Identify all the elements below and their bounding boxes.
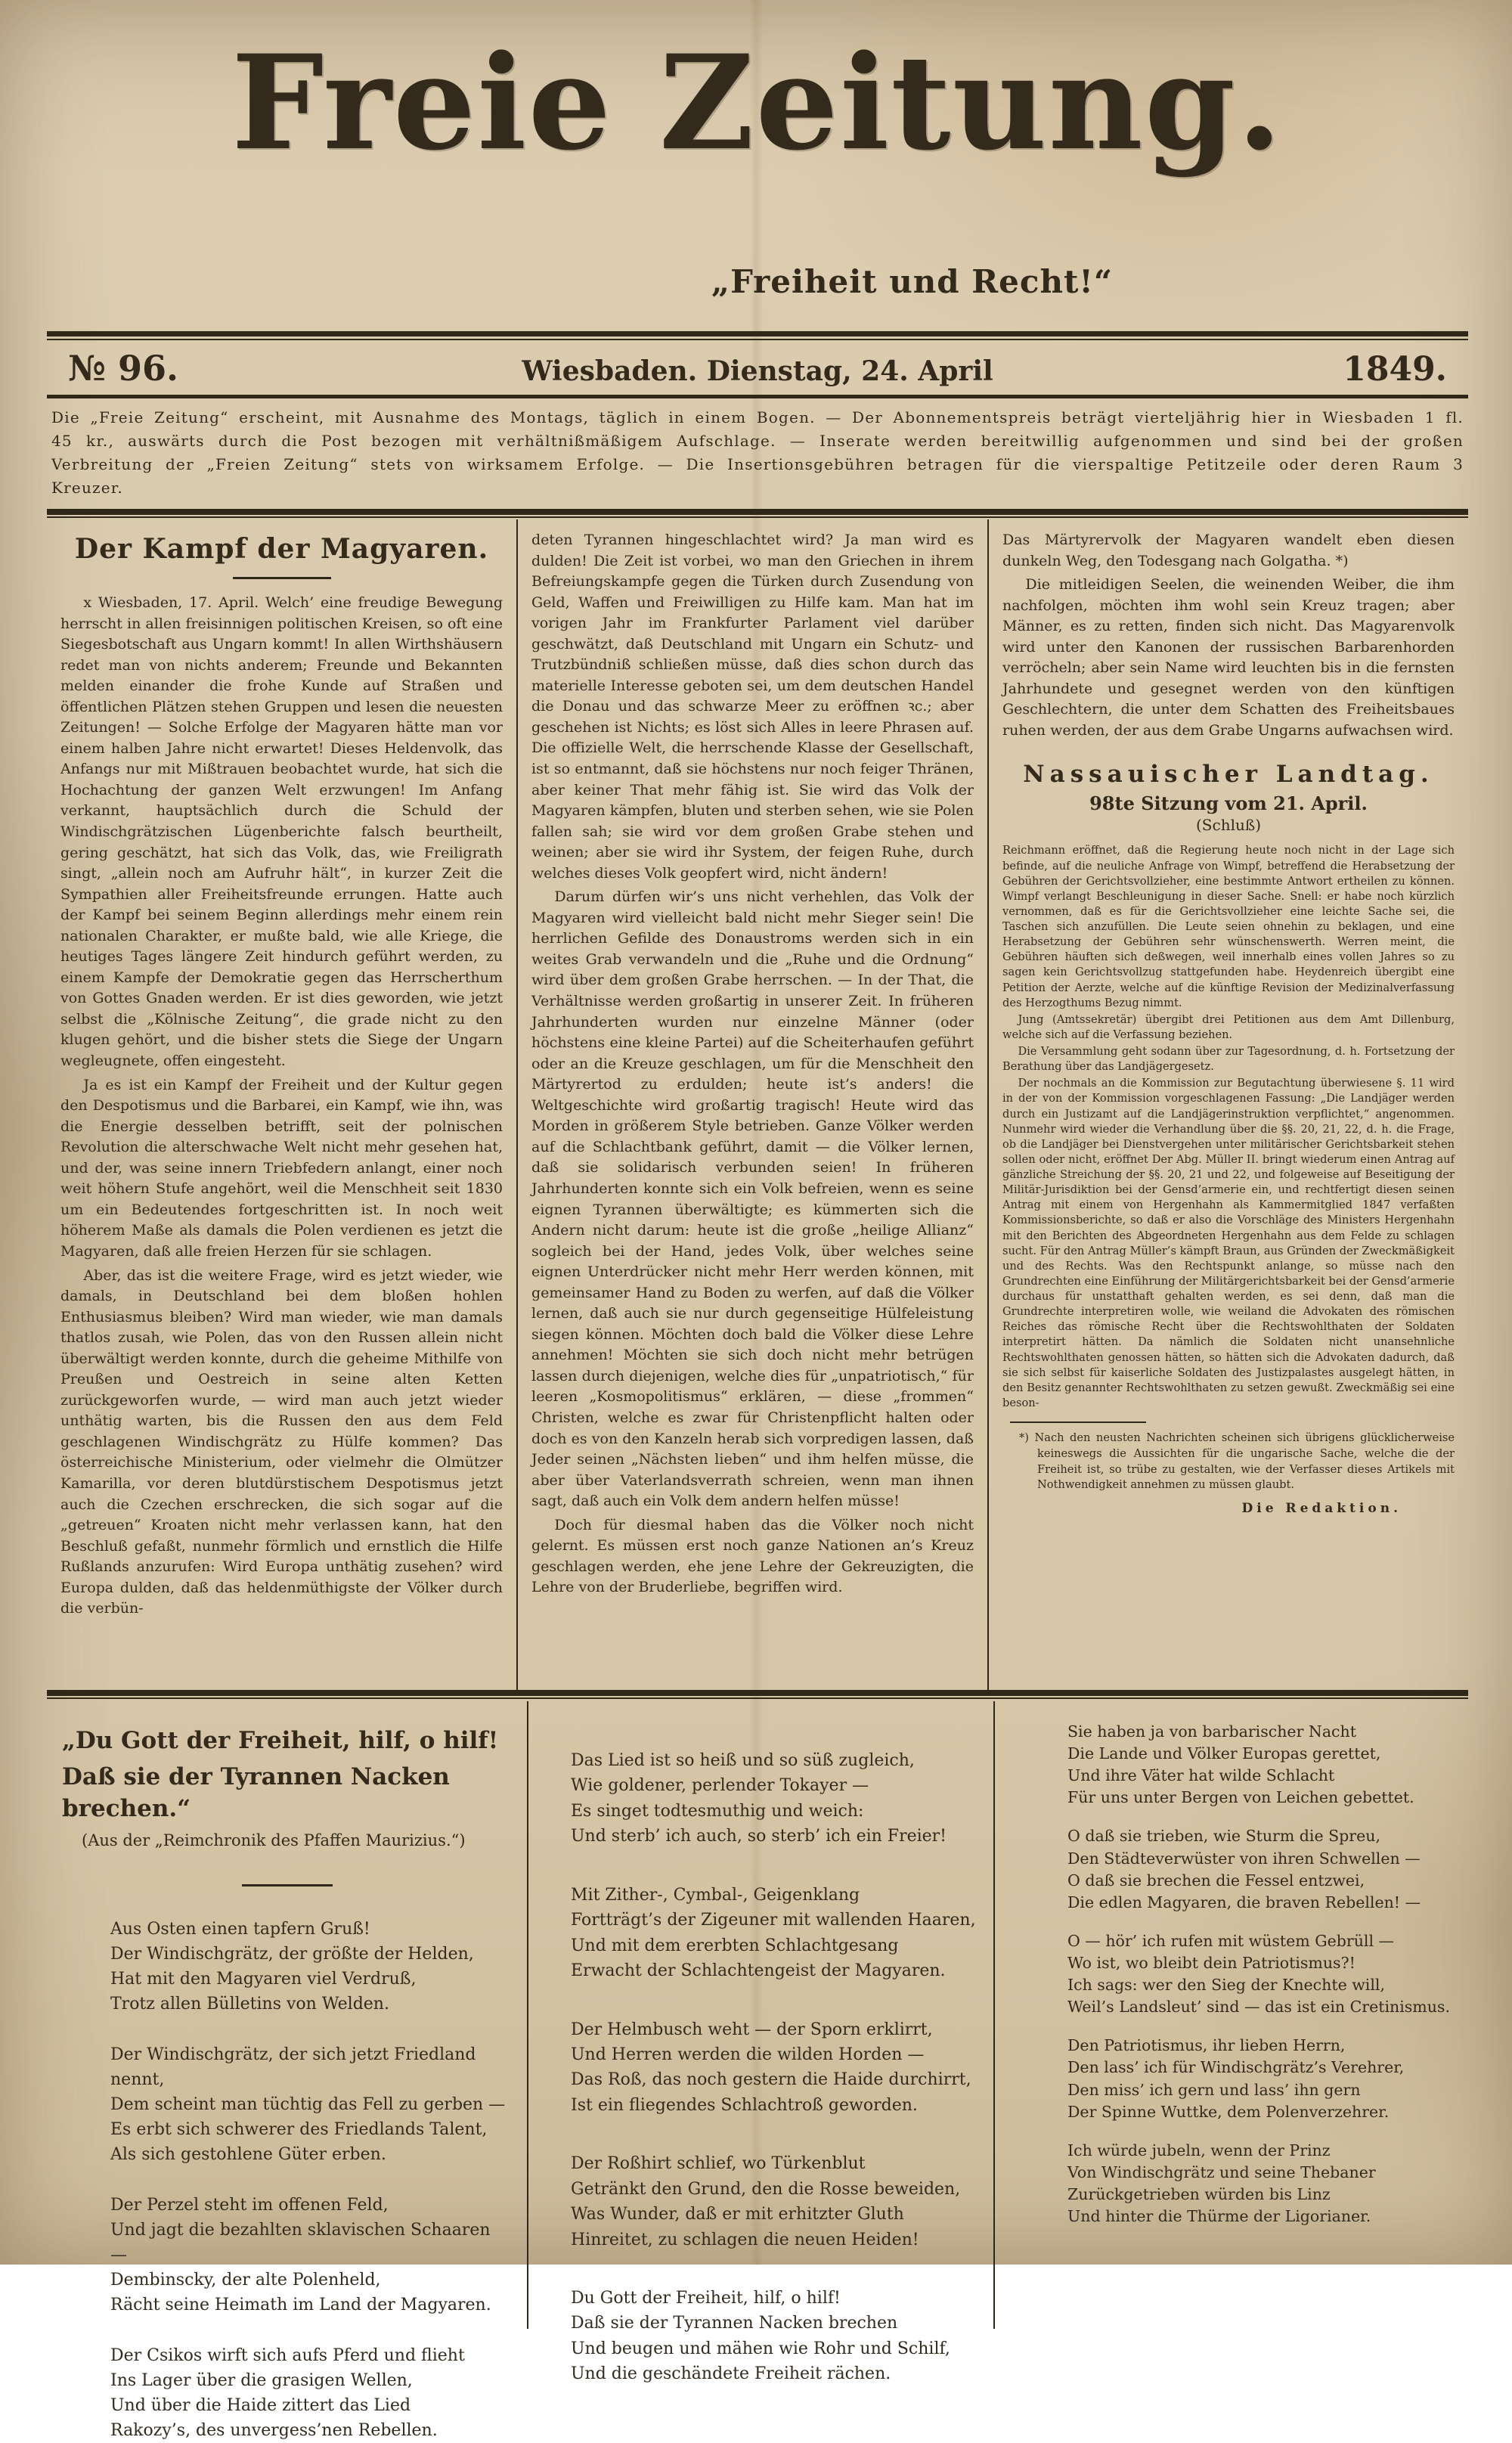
paragraph: Darum dürfen wir’s uns nicht verhehlen, das Volk der Magyaren wird vielleicht bald nicht mehr Sieger sein! Die herrlichen Gefilde des Donaustroms werden sich in ein weites Grab verwandeln und die „Ruhe und die Ordnung“ wird über dem großen Grabe herrschen. — In der That, die Verhältnisse werden großartig in unserer Zeit. In früheren Jahrhunderten wurden nur einzelne Männer (oder höchstens eine kleine Partei) auf die Scheiterhaufen geführt oder an die Kreuze geschlagen, um für die Menschheit den Märtyrertod zu erdulden; heute ist’s anders! die Weltgeschichte wird großartig tragisch! Heute wird das Morden in größerem Style betrieben. Ganze Völker werden auf die Schlachtbank geführt, damit — die Völker lernen, daß sie solidarisch verbunden seien! In früheren Jahrhunderten konnte sich ein Volk befreien, wenn es seine eignen Tyrannen überwältigte; es kümmerten sich die Andern nicht darum: heute ist die große „heilige Allianz“ sogleich bei der Hand, jedes Volk, über welches seine eignen Unterdrücker nicht mehr Herr werden können, mit gemeinsamer Hand zu Boden zu werfen, auf daß die Völker lernen, daß auch sie nur durch gegenseitige Hülfeleistung siegen können. Möchten doch bald die Völker diese Lehre annehmen! Möchten sie sich doch nicht mehr betrügen lassen durch diejenigen, welche dies für „unpatriotisch,“ für leeren „Kosmopolitismus“ erklären, — diese „frommen“ Christen, welche es zwar für Christenpflicht halten oder doch es von den Kanzeln herab sich vorpredigen lassen, daß Jeder seinen „Nächsten lieben“ und ihm helfen müsse, die aber über Vaterlandsverrath schreien, wenn man ihnen sagt, daß auch ein Volk dem andern helfen müsse! <box>531 888 974 1510</box>
poem-section <box>47 1701 1468 2440</box>
poem-column-2 <box>528 1701 995 2384</box>
paragraph: Ja es ist ein Kampf der Freiheit und der Kultur gegen den Despotismus und die Barbarei, ein Kampf, wie ihn, was die Energie desselben betrifft, seit der polnischen Revolution die alterschwache Welt nicht mehr gesehen hat, und der, was seine innern Triebfedern anlangt, einer noch weit höhern Stufe angehört, weil die Menschheit seit 1830 um ein Bedeutendes fortgeschritten ist. In noch weit höherem Maße als damals die Polen verdienen es jetzt die Magyaren, daß alle freien Herzen für sie schlagen. <box>60 1076 503 1260</box>
masthead <box>47 14 1468 331</box>
divider-rule-main-top <box>47 509 1468 518</box>
poem-line: Wie goldener, perlender Tokayer — <box>571 1776 869 1796</box>
poem-line: Sie haben ja von barbarischer Nacht <box>1067 1722 1356 1741</box>
issue-line <box>47 340 1468 395</box>
poem-line: O — hör’ ich rufen mit wüstem Gebrüll — <box>1067 1931 1395 1950</box>
poem-line: Der Csikos wirft sich aufs Pferd und flieht <box>110 2345 465 2365</box>
poem-line: Rächt seine Heimath im Land der Magyaren. <box>110 2295 491 2314</box>
poem-column-1-stanzas <box>62 1917 512 2443</box>
issue-year: 1849. <box>1343 350 1447 389</box>
paragraph: Jung (Amtssekretär) übergibt drei Petitionen aus dem Amt Dillenburg, welche sich auf die Verfassung beziehen. <box>1002 1012 1455 1041</box>
poem-line: O daß sie trieben, wie Sturm die Spreu, <box>1067 1827 1380 1846</box>
paragraph: Die Versammlung geht sodann über zur Tagesordnung, d. h. Fortsetzung der Berathung über das Landjägergesetz. <box>1002 1045 1455 1074</box>
paragraph: deten Tyrannen hingeschlachtet wird? Ja man wird es dulden! Die Zeit ist vorbei, wo man den Griechen in ihrem Befreiungskampfe gegen die Türken durch Zusendung von Geld, Waffen und Freiwilligen zu Hilfe kam. Man hat im vorigen Jahr im Frankfurter Parlament viel darüber geschwätzt, daß Deutschland mit Ungarn ein Schutz- und Trutzbündniß schließen müsse, daß dies schon durch das materielle Interesse geboten sei, um dem deutschen Handel die Donau und das schwarze Meer zu eröffnen ꝛc.; aber geschehen ist Nichts; es löst sich Alles in leere Phrasen auf. Die offizielle Welt, die herrschende Klasse der Gesellschaft, ist so entmannt, daß sie höchstens nur noch feiger Thränen, aber keiner That mehr fähig ist. Sie wird das Volk der Magyaren kämpfen, bluten und sterben sehen, wie sie Polen fallen sah; sie wird vor dem großen Grabe stehen und weinen; aber sie wird ihr System, der feigen Ruhe, durch welches dieses Volk geopfert wird, nicht ändern! <box>531 532 974 882</box>
poem-line: Und beugen und mähen wie Rohr und Schilf, <box>571 2339 950 2358</box>
poem-heading-line2: Daß sie der Tyrannen Nacken brechen.“ <box>62 1762 450 1822</box>
poem-line: Ist ein fliegendes Schlachtroß geworden. <box>571 2095 918 2115</box>
poem-line: Es erbt sich schwerer des Friedlands Talent, <box>110 2119 488 2139</box>
poem-line: Den Patriotismus, ihr lieben Herrn, <box>1067 2036 1346 2055</box>
poem-line: Den miss’ ich gern und lass’ ihn gern <box>1067 2080 1361 2099</box>
poem-line: Du Gott der Freiheit, hilf, o hilf! <box>571 2289 841 2308</box>
poem-line: Und über die Haide zittert das Lied <box>110 2395 411 2415</box>
poem-line: Rakozy’s, des unvergess’nen Rebellen. <box>110 2420 438 2440</box>
poem-stanza <box>62 2343 512 2443</box>
poem-stanza <box>544 2151 978 2252</box>
paragraph: Reichmann eröffnet, daß die Regierung heute noch nicht in der Lage sich befinde, auf die neuliche Anfrage von Wimpf, betreffend die Herabsetzung der Gebühren der Gerichtsvollzieher, eine bestimmte Antwort ertheilen zu können. Wimpf verlangt Beschleunigung in dieser Sache. Snell: er habe noch kürzlich vernommen, daß es für die Gerichtsvollzieher eine leichte Sache sei, die Taschen sich anzufüllen. Die Leute seien ohnehin zu beklagen, und eine Herabsetzung der Gebühren sehr wünschenswerth. Werren meint, die Gebühren häuften sich deßwegen, weil innerhalb eines vollen Jahres so zu sagen kein Gerichtsvollzug stattgefunden habe. Heydenreich übergibt eine Petition der Aerzte, welche auf die künftige Revision der Medizinalverfassung des Herzogthums Bezug nimmt. <box>1002 844 1455 1009</box>
poem-column-1 <box>47 1701 528 2440</box>
footnote-text: *) Nach den neusten Nachrichten scheinen sich übrigens glücklicherweise keineswegs die Aussichten für die ungarische Sache, welche die der Freiheit ist, so trübe zu gestalten, wie der Verfasser dieses Artikels mit Nothwendigkeit annehmen zu müssen glaubt. <box>1019 1431 1455 1492</box>
paragraph: Die mitleidigen Seelen, die weinenden Weiber, die ihm nachfolgen, möchten ihm wohl sein Kreuz tragen; aber Männer, es zu retten, finden sich nicht. Das Magyarenvolk wird unter den Kanonen der russischen Barbarenhorden verröcheln; aber sein Name wird leuchten bis in die fernsten Jahrhundete und gesegnet werden von den künftigen Geschlechtern, die unter dem Schatten des Freiheitsbaues ruhen werden, der aus dem Grabe Ungarns aufwachsen wird. <box>1002 576 1455 739</box>
poem-column-3-stanzas <box>1067 1721 1453 2228</box>
poem-stanza <box>544 1748 978 1849</box>
poem-stanza <box>1067 1825 1453 1913</box>
poem-line: Und sterb’ ich auch, so sterb’ ich ein Freier! <box>571 1827 947 1846</box>
poem-line: Ich sags: wer den Sieg der Knechte will, <box>1067 1976 1385 1995</box>
poem-line: Zurückgetrieben würden bis Linz <box>1067 2184 1331 2203</box>
footnote-rule <box>1010 1421 1146 1423</box>
poem-line: Und ihre Väter hat wilde Schlacht <box>1067 1766 1335 1785</box>
issue-number: № 96. <box>68 348 179 389</box>
poem-line: Mit Zither-, Cymbal-, Geigenklang <box>571 1885 860 1905</box>
article-column-1-text <box>60 593 503 1620</box>
poem-line: Der Roßhirt schlief, wo Türkenblut <box>571 2154 866 2174</box>
poem-line: Als sich gestohlene Güter erben. <box>110 2144 386 2164</box>
landtag-title: Nassauischer Landtag. <box>1023 761 1434 789</box>
poem-line: Hinreitet, zu schlagen die neuen Heiden! <box>571 2230 919 2249</box>
landtag-body <box>1002 843 1455 1411</box>
poem-line: Der Perzel steht im offenen Feld, <box>110 2195 389 2215</box>
poem-column-2-stanzas <box>544 1748 978 2387</box>
poem-stanza <box>1067 1721 1453 1809</box>
paragraph: Doch für diesmal haben das die Völker noch nicht gelernt. Es müssen erst noch ganze Nationen an’s Kreuz geschlagen werden, ehe jene Lehre der Gekreuzigten, die Lehre von der Bruderliebe, begriffen wird. <box>531 1516 974 1596</box>
poem-line: Der Windischgrätz, der größte der Helden, <box>110 1944 474 1964</box>
landtag-subtitle: 98te Sitzung vom 21. April. <box>1089 792 1368 815</box>
poem-line: Den lass’ ich für Windischgrätz’s Verehrer, <box>1067 2058 1405 2077</box>
poem-line: Weil’s Landsleut’ sind — das ist ein Cretinismus. <box>1067 1998 1450 2017</box>
poem-stanza <box>1067 2035 1453 2122</box>
article-column-2-text <box>531 530 974 1598</box>
poem-line: Hat mit den Magyaren viel Verdruß, <box>110 1969 417 1989</box>
paragraph: Aber, das ist die weitere Frage, wird es jetzt wieder, wie damals, in Deutschland bei dem bloßen hohlen Enthusiasmus bleiben? Wird man wieder, wie man damals thatlos zusah, wie Polen, das von den Russen allein nicht überwältigt werden konnte, durch die geheime Mithilfe von Preußen und Oestreich in seine alten Ketten zurückgeworfen wurde, — wird man auch jetzt wieder unthätig warten, bis die Russen den aus dem Feld geschlagenen Windischgrätz zu Hülfe kommen? Das österreichische Ministerium, oder vielmehr die Olmützer Kamarilla, vor deren blutdürstischem Despotismus jetzt auch die Czechen erschrecken, die sich sogar auf die „getreuen“ Kroaten nicht mehr verlassen kann, hat den Beschluß gefaßt, nunmehr förmlich und ernstlich die Hilfe Rußlands anzurufen: Wird Europa unthätig zusehen? wird Europa dulden, daß das heldenmüthigste der Völker durch die verbün- <box>60 1266 503 1617</box>
poem-line: Von Windischgrätz und seine Thebaner <box>1067 2162 1376 2181</box>
poem-line: Erwacht der Schlachtengeist der Magyaren. <box>571 1961 946 1981</box>
article-column-3-text <box>1002 530 1455 741</box>
poem-heading-rule <box>242 1884 333 1887</box>
poem-stanza <box>62 2042 512 2167</box>
poem-line: Daß sie der Tyrannen Nacken brechen <box>571 2314 898 2333</box>
poem-stanza <box>544 1883 978 1984</box>
poem-line: Es singet todtesmuthig und weich: <box>571 1801 864 1821</box>
poem-stanza <box>544 2286 978 2387</box>
poem-source: (Aus der „Reimchronik des Pfaffen Maurizius.“) <box>82 1831 466 1849</box>
poem-line: Die edlen Magyaren, die braven Rebellen! — <box>1067 1893 1421 1911</box>
poem-line: Und mit dem ererbten Schlachtgesang <box>571 1936 899 1955</box>
article-column-3 <box>989 519 1468 1690</box>
poem-line: Dembinscky, der alte Polenheld, <box>110 2270 381 2290</box>
article-column-1 <box>47 519 518 1690</box>
poem-line: Ins Lager über die grasigen Wellen, <box>110 2370 413 2390</box>
divider-rule-top <box>47 331 1468 340</box>
poem-line: Trotz allen Bülletins von Welden. <box>110 1994 389 2014</box>
imprint-notice: Die „Freie Zeitung“ erscheint, mit Ausnahme des Montags, täglich in einem Bogen. — Der Abonnementspreis beträgt vierteljährig hier in Wiesbaden 1 fl. 45 kr., auswärts durch die Post bezogen mit verhältnißmäßigem Aufschlage. — Inserate werden bereitwillig aufgenommen und sind bei der großen Verbreitung der „Freien Zeitung“ stets von wirksamem Erfolge. — Die Insertionsgebühren betragen für die vierspaltige Petitzeile oder deren Raum 3 Kreuzer. <box>51 408 1464 497</box>
article-column-2 <box>518 519 989 1690</box>
poem-stanza <box>1067 2140 1453 2228</box>
poem-line: Für uns unter Bergen von Leichen gebettet. <box>1067 1788 1414 1807</box>
article-title-rule <box>233 577 331 579</box>
poem-line: Dem scheint man tüchtig das Fell zu gerben — <box>110 2094 506 2114</box>
paragraph: Der nochmals an die Kommission zur Begutachtung überwiesene §. 11 wird in der von der Kommission vorgeschlagenen Fassung: „Die Landjäger werden durch ein Justizamt auf die Landjägerinstruktion verpflichtet,“ angenommen. Nunmehr wird wieder die Verhandlung über die §§. 20, 21, 22, d. h. die Frage, ob die Landjäger bei Dienstvergehen unter militärischer Gerichtsbarkeit stehen sollen oder nicht, eröffnet Der Abg. Müller II. bringt wiederum einen Antrag auf gänzliche Streichung der §§. 20, 21 und 22, und folgeweise auf Beseitigung der Militär-Jurisdiktion bei der Gensd’armerie ein, und rechtfertigt diesen seinen Antrag mit einem von Hergenhahn als Kammermitglied 1847 verfaßten Kommissionsberichte, so daß er also die Vorschläge des Ministers Hergenhahn mit den Berichten des Abgeordneten Hergenhahn aus dem Felde zu schlagen sucht. Für den Antrag Müller’s kämpft Braun, aus Gründen der Zweckmäßigkeit und des Rechts. Was den Rechtspunkt anlange, so müsse nach den Grundrechten eine Einführung der Militärgerichtsbarkeit bei der Gensd’armerie durchaus für unstatthaft gehalten werden, es sei denn, daß man die Grundrechte interpretiren wolle, wie weiland die Advokaten des römischen Reiches das römische Recht über die Rechtswohlthaten der Soldaten interpretirt hätten. Da nämlich die Soldaten nicht unansehnliche Rechtswohlthaten genossen hätten, so hätten sich die Advokaten dadurch, daß sie sich selbst für kaiserliche Soldaten des Justizpalastes ausgelegt hätten, in den Besitz genannter Rechtswohlthaten zu setzen gewußt. Zweckmäßig sei eine beson- <box>1002 1077 1455 1409</box>
divider-rule-issue <box>47 395 1468 398</box>
poem-heading-line1: „Du Gott der Freiheit, hilf, o hilf! <box>62 1727 499 1754</box>
poem-line: Aus Osten einen tapfern Gruß! <box>110 1919 370 1939</box>
paper-title: Freie Zeitung. <box>231 26 1284 179</box>
paragraph: x Wiesbaden, 17. April. Welch’ eine freudige Bewegung herrscht in allen freisinnigen politischen Kreisen, so oft eine Siegesbotschaft aus Ungarn kommt! In allen Wirthshäusern redet man von nichts anderem; Freunde und Bekannten melden einander die frohe Kunde auf Straßen und öffentlichen Plätzen stehen Gruppen und lesen die neuesten Zeitungen! — Solche Erfolge der Magyaren hätte man vor einem halben Jahre nicht erwartet! Dieses Heldenvolk, das Anfangs nur mit Mißtrauen beobachtet wurde, hat sich die Hochachtung der ganzen Welt erzwungen! Im Anfang verkannt, hauptsächlich durch die Schuld der Windischgrätzischen Lügenberichte falsch beurtheilt, gering geschätzt, hat sich das Volk, das, wie Freiligrath singt, „allein noch am Aufruhr hält“, in kurzer Zeit die Sympathien aller Freiheitsfreunde errungen. Hatte auch der Kampf bei seinem Beginn allerdings mehr einem rein nationalen Charakter, er mußte bald, wie alle Kriege, die heutiges Tages längere Zeit hindurch geführt werden, zu einem Kampfe der Demokratie gegen das Herrscherthum von Gottes Gnaden werden. Er ist dies geworden, wie jetzt selbst die „Kölnische Zeitung“, die grade nicht zu den klugen gehört, und die bisher stets die Siege der Ungarn wegleugnete, offen eingesteht. <box>60 594 503 1070</box>
poem-line: Und hinter die Thürme der Ligorianer. <box>1067 2207 1371 2226</box>
poem-stanza <box>544 2017 978 2119</box>
paragraph: Das Märtyrervolk der Magyaren wandelt eben diesen dunkeln Weg, den Todesgang nach Golgatha. *) <box>1002 532 1455 569</box>
poem-column-3 <box>995 1701 1468 2329</box>
poem-line: Was Wunder, daß er mit erhitzter Gluth <box>571 2205 904 2224</box>
article-title: Der Kampf der Magyaren. <box>74 533 489 565</box>
poem-line: Der Helmbusch weht — der Sporn erklirrt, <box>571 2020 933 2039</box>
paper-motto: „Freiheit und Recht!“ <box>711 263 1113 300</box>
poem-line: Die Lande und Völker Europas gerettet, <box>1067 1744 1381 1763</box>
poem-line: Und Herren werden die wilden Horden — <box>571 2045 925 2064</box>
poem-line: Den Städteverwüster von ihren Schwellen — <box>1067 1849 1421 1868</box>
poem-line: Ich würde jubeln, wenn der Prinz <box>1067 2141 1331 2159</box>
poem-line: Und die geschändete Freiheit rächen. <box>571 2364 891 2384</box>
poem-stanza <box>62 2193 512 2317</box>
poem-stanza <box>1067 1930 1453 2018</box>
issue-dateline: Wiesbaden. Dienstag, 24. April <box>522 355 993 387</box>
poem-stanza <box>62 1917 512 2017</box>
poem-line: Der Windischgrätz, der sich jetzt Friedland nennt, <box>110 2045 476 2089</box>
redaction-signature: Die Redaktion. <box>1241 1500 1402 1516</box>
poem-line: O daß sie brechen die Fessel entzwei, <box>1067 1871 1365 1890</box>
poem-line: Fortträgt’s der Zigeuner mit wallenden Haaren, <box>571 1911 976 1930</box>
poem-line: Und jagt die bezahlten sklavischen Schaaren — <box>110 2220 491 2265</box>
poem-line: Das Roß, das noch gestern die Haide durchirrt, <box>571 2070 971 2090</box>
poem-line: Getränkt den Grund, den die Rosse beweiden, <box>571 2179 961 2199</box>
poem-line: Das Lied ist so heiß und so süß zugleich, <box>571 1751 915 1770</box>
divider-rule-bottom-section <box>47 1690 1468 1699</box>
poem-line: Der Spinne Wuttke, dem Polenverzehrer. <box>1067 2102 1390 2121</box>
landtag-note: (Schluß) <box>1195 816 1262 835</box>
main-article-section <box>47 519 1468 1690</box>
poem-line: Wo ist, wo bleibt dein Patriotismus?! <box>1067 1953 1356 1972</box>
